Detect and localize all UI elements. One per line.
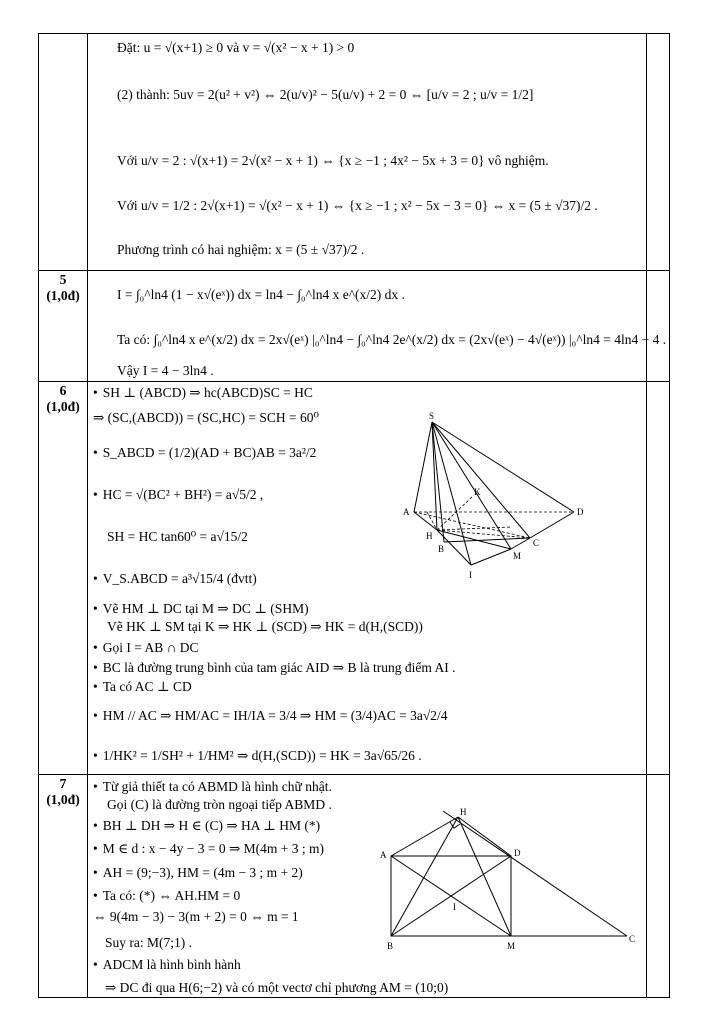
- line-sh: • SH ⊥ (ABCD) ⇒ hc(ABCD)SC = HC: [93, 384, 313, 402]
- question-number: 6: [59, 383, 67, 398]
- label-m: M: [513, 551, 522, 561]
- line-hk: Vẽ HK ⊥ SM tại K ⇒ HK ⊥ (SCD) ⇒ HK = d(H,(SCD)): [107, 619, 423, 634]
- row-divider: [39, 381, 669, 382]
- line-circle: Gọi (C) là đường tròn ngoại tiếp ABMD .: [107, 797, 332, 812]
- line-vectors: • AH = (9;−3), HM = (4m − 3 ; m + 2): [93, 864, 303, 882]
- line-case-half: Với u/v = 1/2 : 2√(x+1) = √(x² − x + 1) ⇔ {x ≥ −1 ; x² − 5x − 3 = 0} ⇔ x = (5 ± √37)/2 .: [117, 198, 598, 213]
- label-b: B: [387, 941, 394, 951]
- line-m-on-d: • M ∈ d : x − 4y − 3 = 0 ⇒ M(4m + 3 ; m): [93, 840, 324, 858]
- line-result: Vậy I = 4 − 3ln4 .: [117, 363, 214, 378]
- line-integral: I = ∫₀^ln4 (1 − x√(eˣ)) dx = ln4 − ∫₀^ln4 x e^(x/2) dx .: [117, 287, 405, 302]
- line-intersection: • Gọi I = AB ∩ DC: [93, 639, 198, 657]
- line-conclusion: Phương trình có hai nghiệm: x = (5 ± √37)/2 .: [117, 242, 365, 257]
- label-a: A: [380, 850, 387, 860]
- line-case-2: Với u/v = 2 : √(x+1) = 2√(x² − x + 1) ⇔ {x ≥ −1 ; 4x² − 5x + 3 = 0} vô nghiệm.: [117, 153, 549, 168]
- line-rectangle: • Từ giả thiết ta có ABMD là hình chữ nhật.: [93, 778, 332, 796]
- question-points: (1,0đ): [46, 792, 80, 807]
- line-parallelogram: • ADCM là hình bình hành: [93, 956, 241, 974]
- line-ac-cd: • Ta có AC ⊥ CD: [93, 678, 192, 696]
- line-volume: • V_S.ABCD = a³√15/4 (đvtt): [93, 570, 257, 588]
- question-number: 7: [59, 776, 67, 791]
- line-midline: • BC là đường trung bình của tam giác AID ⇒ B là trung điểm AI .: [93, 659, 455, 677]
- label-s: S: [429, 411, 435, 421]
- column-divider: [87, 34, 88, 997]
- label-d: D: [514, 848, 521, 858]
- label-i: I: [453, 902, 456, 912]
- line-solve-m: ⇔ 9(4m − 3) − 3(m + 2) = 0 ⇔ m = 1: [93, 909, 299, 924]
- label-c: C: [629, 934, 636, 944]
- question-number: 5: [59, 272, 67, 287]
- line-hm-value: • HM // AC ⇒ HM/AC = IH/IA = 3/4 ⇒ HM = (3/4)AC = 3a√2/4: [93, 707, 447, 725]
- label-h: H: [460, 807, 467, 817]
- line-hm: • Vẽ HM ⊥ DC tại M ⇒ DC ⊥ (SHM): [93, 600, 309, 618]
- label-c: C: [533, 538, 540, 548]
- label-d: D: [577, 507, 584, 517]
- label-b: B: [438, 544, 445, 554]
- line-distance: • 1/HK² = 1/SH² + 1/HM² ⇒ d(H,(SCD)) = HK = 3a√65/26 .: [93, 747, 422, 765]
- line-transform: (2) thành: 5uv = 2(u² + v²) ⇔ 2(u/v)² − 5(u/v) + 2 = 0 ⇔ [u/v = 2 ; u/v = 1/2]: [117, 87, 534, 102]
- line-angle: ⇒ (SC,(ABCD)) = (SC,HC) = SCH = 60⁰: [93, 410, 319, 425]
- label-i: I: [469, 570, 472, 580]
- line-parts: Ta có: ∫₀^ln4 x e^(x/2) dx = 2x√(eˣ) |₀^ln4 − ∫₀^ln4 2e^(x/2) dx = (2x√(eˣ) − 4√(eˣ)) |₀^ln4 = 4ln4 − 4 .: [117, 332, 667, 347]
- label-h: H: [426, 531, 433, 541]
- line-m-coords: Suy ra: M(7;1) .: [105, 935, 192, 950]
- line-bh-dh: • BH ⊥ DH ⇒ H ∈ (C) ⇒ HA ⊥ HM (*): [93, 817, 320, 835]
- row-divider: [39, 270, 669, 271]
- label-a: A: [403, 507, 410, 517]
- row-divider: [39, 774, 669, 775]
- line-substitution: Đặt: u = √(x+1) ≥ 0 và v = √(x² − x + 1) > 0: [117, 40, 355, 55]
- line-hc: • HC = √(BC² + BH²) = a√5/2 ,: [93, 486, 263, 504]
- label-m: M: [507, 941, 516, 951]
- answer-table: [38, 33, 670, 998]
- label-k: K: [474, 487, 481, 497]
- line-sh-value: SH = HC tan60⁰ = a√15/2: [107, 529, 248, 544]
- question-points: (1,0đ): [46, 399, 80, 414]
- line-dot-product: • Ta có: (*) ⇔ AH.HM = 0: [93, 887, 240, 905]
- rectangle-figure: [377, 806, 637, 956]
- question-points: (1,0đ): [46, 288, 80, 303]
- column-divider: [646, 34, 647, 997]
- line-area: • S_ABCD = (1/2)(AD + BC)AB = 3a²/2: [93, 444, 316, 462]
- pyramid-figure: [399, 402, 589, 582]
- line-dc-direction: ⇒ DC đi qua H(6;−2) và có một vectơ chỉ phương AM = (10;0): [105, 980, 449, 995]
